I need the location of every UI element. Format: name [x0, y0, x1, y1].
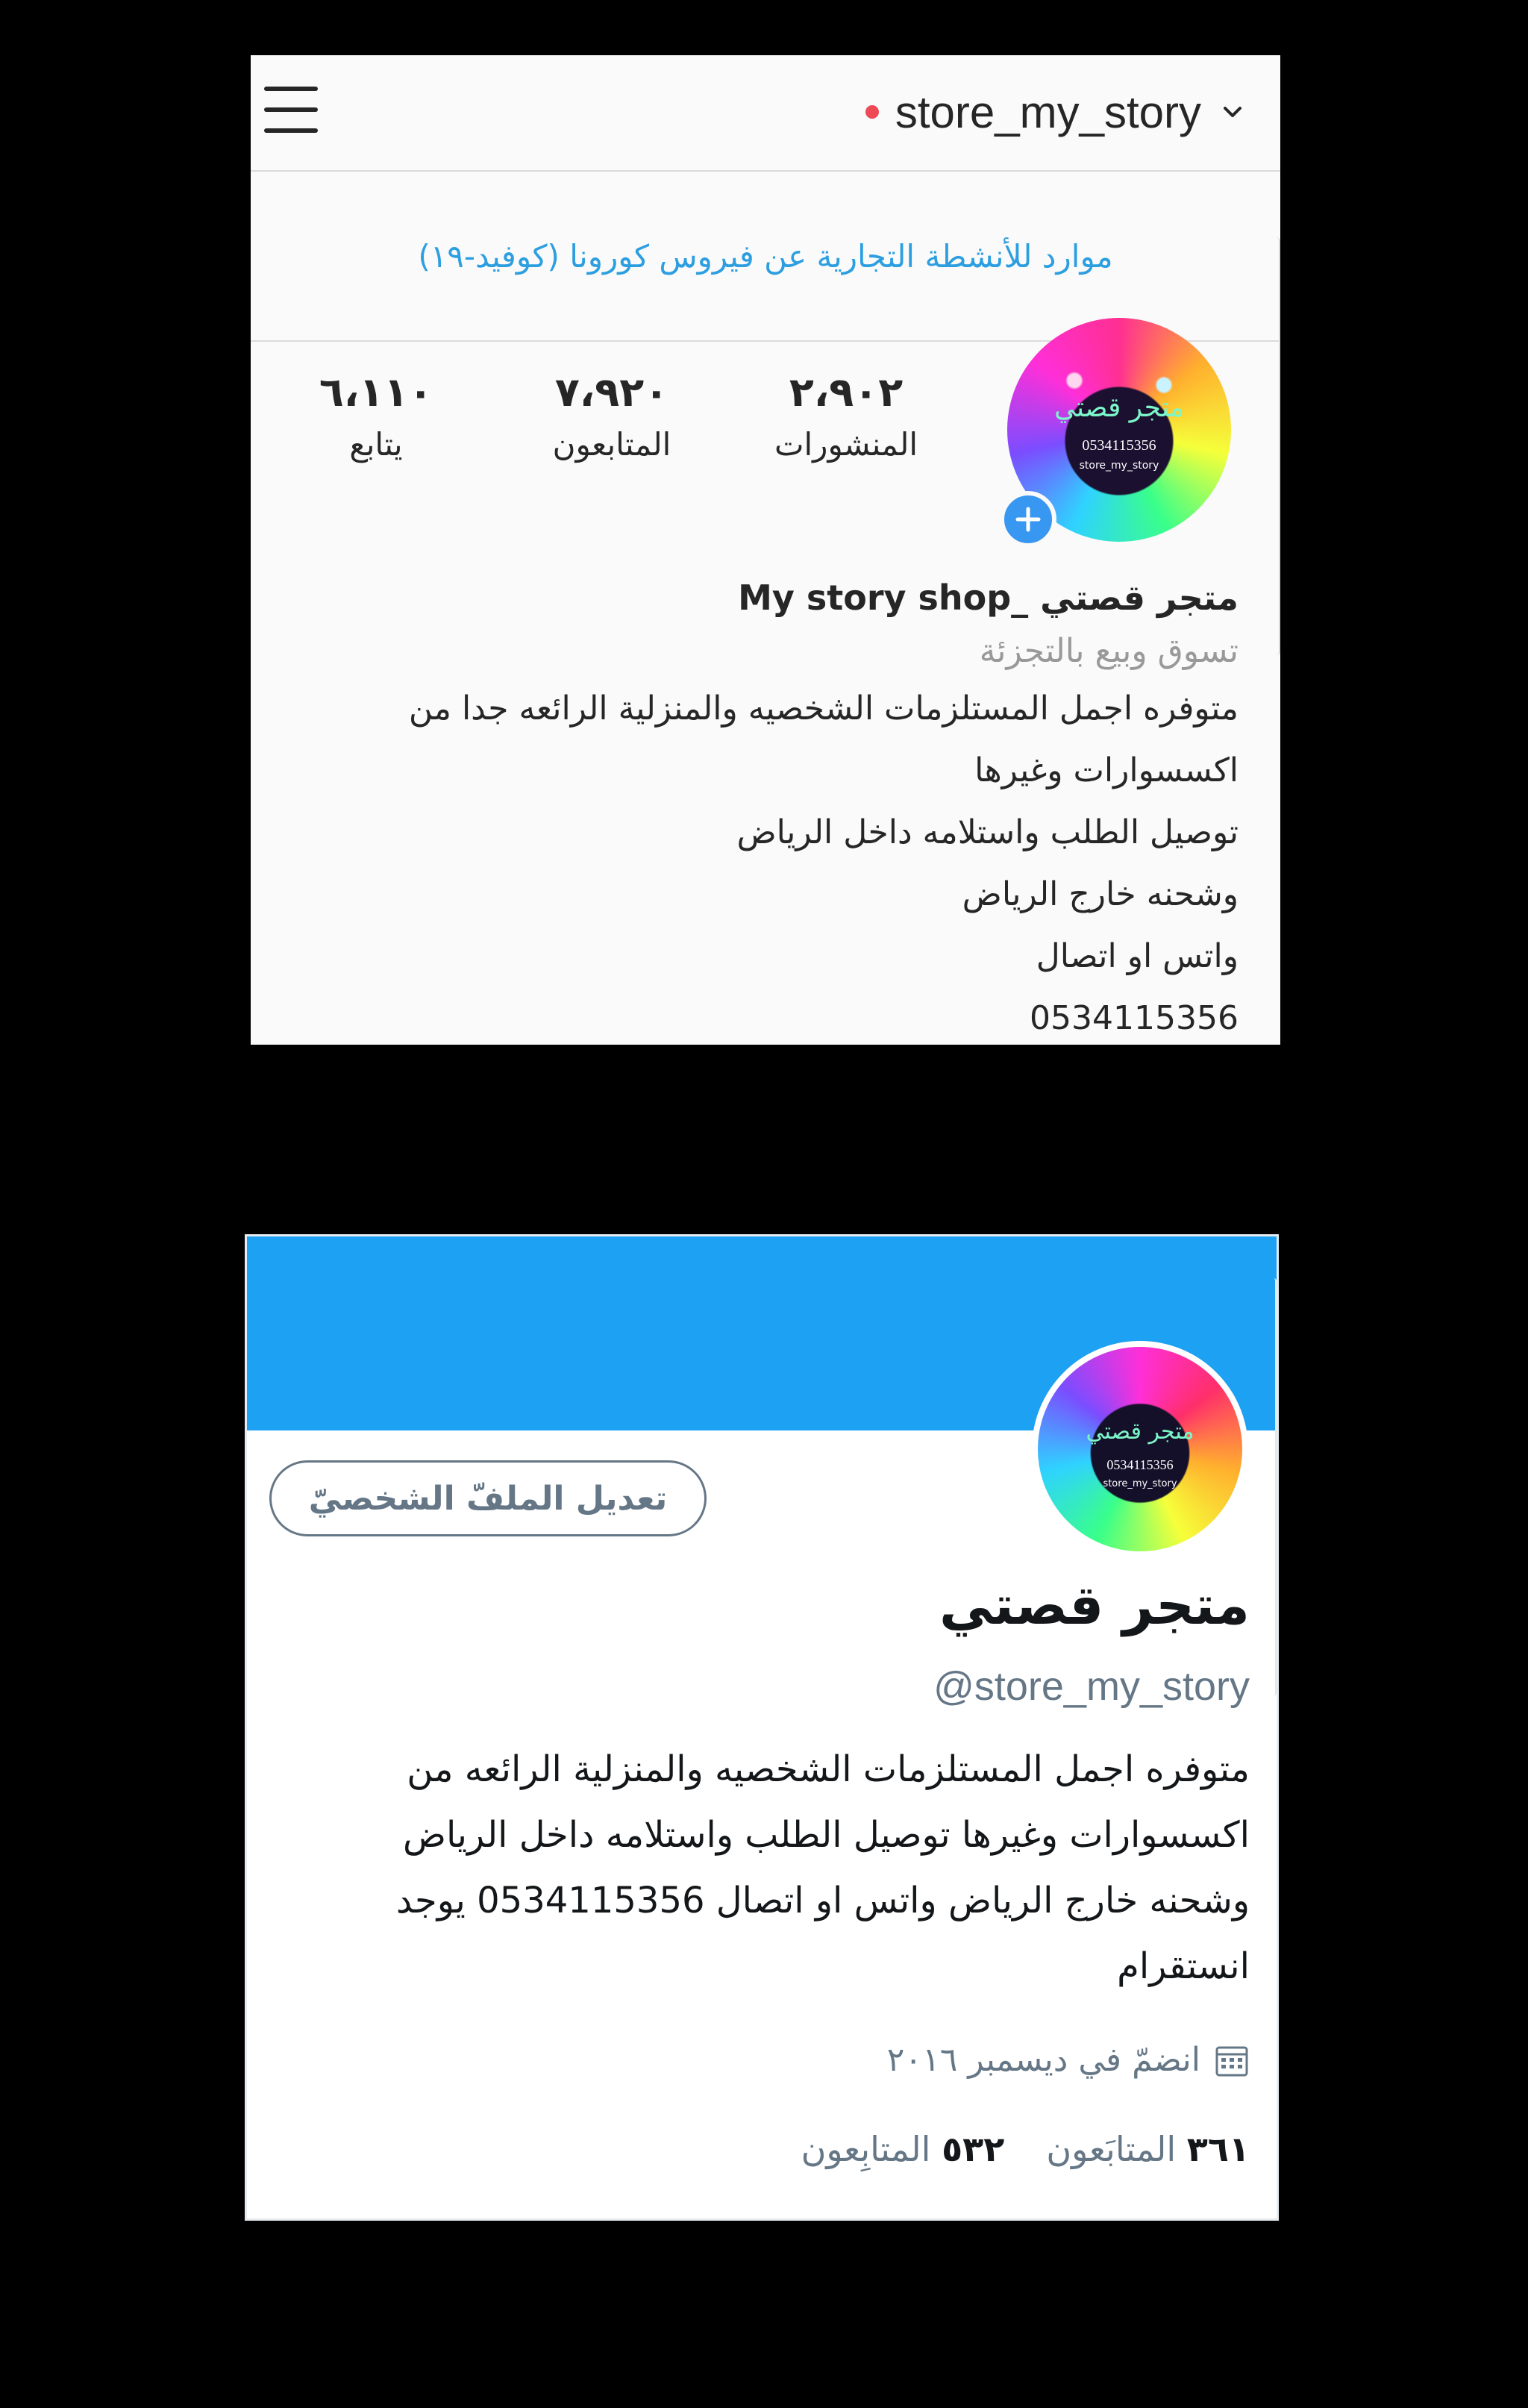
- followers-count: ٥٣٢: [942, 2129, 1005, 2169]
- scroll-edge: [1273, 237, 1280, 655]
- followers-label: المتابِعون: [801, 2129, 931, 2169]
- chevron-down-icon: [1218, 97, 1247, 127]
- avatar-title: متجر قصتي: [1086, 1419, 1194, 1445]
- edit-profile-button[interactable]: تعديل الملفّ الشخصيّ: [269, 1460, 707, 1536]
- twitter-profile-panel: [245, 1234, 1279, 2221]
- bio-line: وشحنه خارج الرياض واتس او اتصال 0534115356 يوجد: [395, 1880, 1250, 1921]
- avatar-handle: store_my_story: [1079, 460, 1159, 472]
- bio-line: وشحنه خارج الرياض: [962, 875, 1239, 913]
- profile-bio: [287, 1736, 1250, 1999]
- display-name: متجر قصتي: [939, 1574, 1250, 1636]
- scroll-edge: [1271, 1278, 1277, 1696]
- bio-phone[interactable]: 0534115356: [1030, 999, 1239, 1037]
- avatar-title: متجر قصتي: [1054, 393, 1184, 423]
- add-story-plus-icon[interactable]: [1000, 491, 1056, 548]
- covid-resources-banner: [251, 172, 1280, 342]
- followers-label: المتابعون: [552, 426, 671, 463]
- follow-counts: [801, 2129, 1250, 2169]
- profile-bio: [284, 570, 1239, 1045]
- user-handle: @store_my_story: [933, 1664, 1250, 1709]
- following-stat[interactable]: [279, 369, 473, 463]
- instagram-top-bar: [251, 55, 1280, 172]
- avatar-phone: 0534115356: [1106, 1457, 1174, 1472]
- following-label: يتابع: [349, 426, 403, 463]
- bio-line: اكسسوارات وغيرها: [974, 751, 1239, 789]
- covid-resources-link[interactable]: موارد للأنشطة التجارية عن فيروس كورونا (كوفيد-١٩): [418, 237, 1113, 275]
- followers-link[interactable]: [801, 2129, 1005, 2169]
- bio-line: متوفره اجمل المستلزمات الشخصيه والمنزلية الرائعه من: [407, 1748, 1250, 1790]
- following-label: المتابَعون: [1046, 2129, 1177, 2169]
- bio-line: انستقرام: [1117, 1945, 1250, 1987]
- joined-text: انضمّ في ديسمبر ٢٠١٦: [886, 2041, 1200, 2079]
- profile-avatar[interactable]: [1032, 1341, 1248, 1557]
- avatar-phone: 0534115356: [1082, 437, 1156, 454]
- avatar-handle: store_my_story: [1103, 1478, 1177, 1489]
- followers-stat[interactable]: [515, 369, 709, 463]
- account-switcher[interactable]: [865, 82, 1247, 142]
- bio-line: توصيل الطلب واستلامه داخل الرياض: [736, 813, 1239, 851]
- menu-icon[interactable]: [264, 84, 324, 137]
- following-count: ٦،١١٠: [319, 369, 433, 416]
- profile-name: متجر قصتي _My story shop: [738, 578, 1239, 618]
- profile-category: تسوق وبيع بالتجزئة: [979, 632, 1239, 670]
- posts-count: ٢،٩٠٢: [789, 369, 904, 416]
- bio-line: متوفره اجمل المستلزمات الشخصيه والمنزلية الرائعه جدا من: [408, 689, 1239, 728]
- posts-label: المنشورات: [774, 426, 918, 463]
- joined-date: [887, 2041, 1250, 2079]
- posts-stat[interactable]: [749, 369, 943, 463]
- followers-count: ٧،٩٢٠: [554, 369, 669, 416]
- following-count: ٣٦١: [1186, 2129, 1250, 2169]
- instagram-profile-panel: [251, 55, 1280, 1045]
- following-link[interactable]: [1046, 2129, 1250, 2169]
- bio-line: اكسسوارات وغيرها توصيل الطلب واستلامه داخل الرياض: [402, 1814, 1250, 1856]
- notification-dot: [865, 105, 879, 119]
- bio-line: واتس او اتصال: [1036, 937, 1239, 975]
- account-username: store_my_story: [895, 87, 1201, 137]
- calendar-icon: [1214, 2042, 1250, 2078]
